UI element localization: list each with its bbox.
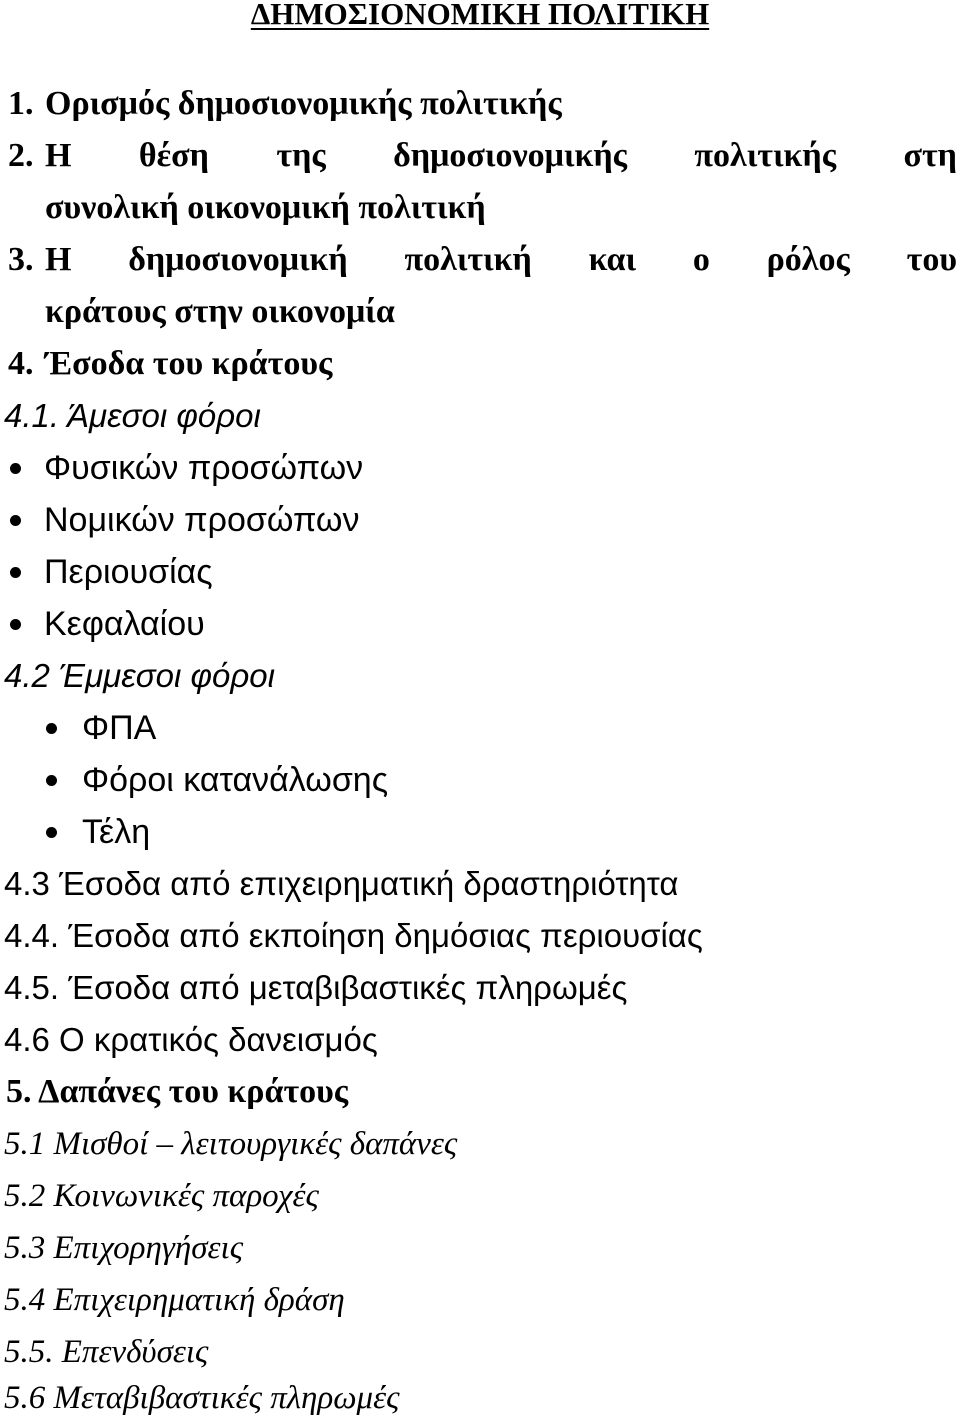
section-4-5: 4.5. Έσοδα από μεταβιβαστικές πληρωμές	[4, 969, 628, 1006]
bullet-icon	[10, 515, 21, 526]
word: θέση	[138, 137, 209, 174]
word: δημοσιονομικής	[393, 137, 627, 174]
word: και	[588, 241, 637, 278]
document-title: ΔΗΜΟΣΙΟΝΟΜΙΚΗ ΠΟΛΙΤΙΚΗ	[250, 0, 710, 31]
word: της	[276, 137, 326, 174]
bullet-icon	[46, 775, 57, 786]
item-text: Ορισμός δημοσιονομικής πολιτικής	[45, 85, 562, 122]
section-4-2-heading: 4.2 Έμμεσοι φόροι	[4, 657, 275, 694]
word: στη	[903, 137, 957, 174]
bullet-item: Φυσικών προσώπων	[0, 442, 960, 494]
word: Η	[45, 241, 72, 278]
item-text-justified	[45, 130, 957, 182]
word: ο	[692, 241, 710, 278]
bullet-item: Φόροι κατανάλωσης	[0, 754, 960, 806]
list-item-1	[0, 78, 960, 130]
word: του	[906, 241, 957, 278]
section-4-3: 4.3 Έσοδα από επιχειρηματική δραστηριότητα	[4, 865, 679, 902]
bullet-icon	[46, 827, 57, 838]
list-item-3-continuation: κράτους στην οικονομία	[45, 293, 395, 330]
word: πολιτικής	[694, 137, 837, 174]
section-4-6: 4.6 Ο κρατικός δανεισμός	[4, 1021, 378, 1058]
bullet-icon	[46, 723, 57, 734]
item-number: 4.	[8, 345, 34, 382]
section-5-5: 5.5. Επενδύσεις	[4, 1334, 209, 1370]
section-5-2: 5.2 Κοινωνικές παροχές	[4, 1178, 319, 1214]
list-item-2-continuation: συνολική οικονομική πολιτική	[45, 189, 486, 226]
word: πολιτική	[404, 241, 532, 278]
list-item-3	[0, 234, 960, 286]
item-text: Έσοδα του κράτους	[45, 345, 333, 382]
list-item-2	[0, 130, 960, 182]
bullet-item: Περιουσίας	[0, 546, 960, 598]
section-5-6: 5.6 Μεταβιβαστικές πληρωμές	[4, 1380, 400, 1416]
bullet-item: Κεφαλαίου	[0, 598, 960, 650]
section-4-4: 4.4. Έσοδα από εκποίηση δημόσιας περιουσίας	[4, 917, 703, 954]
bullet-item: Τέλη	[0, 806, 960, 858]
item-number: 2.	[8, 137, 34, 174]
word: ρόλος	[766, 241, 850, 278]
section-5-3: 5.3 Επιχορηγήσεις	[4, 1230, 244, 1266]
bullet-icon	[10, 619, 21, 630]
section-5-4: 5.4 Επιχειρηματική δράση	[4, 1282, 345, 1318]
item-number: 1.	[8, 85, 34, 122]
word: Η	[45, 137, 72, 174]
section-5-1: 5.1 Μισθοί – λειτουργικές δαπάνες	[4, 1126, 458, 1162]
list-item-4	[0, 338, 960, 390]
section-4-1-heading: 4.1. Άμεσοι φόροι	[4, 397, 261, 434]
item-number: 3.	[8, 241, 34, 278]
bullet-item: ΦΠΑ	[0, 702, 960, 754]
word: δημοσιονομική	[128, 241, 348, 278]
item-text-justified	[45, 234, 957, 286]
bullet-icon	[10, 567, 21, 578]
bullet-icon	[10, 463, 21, 474]
section-5-heading: 5. Δαπάνες του κράτους	[6, 1073, 349, 1110]
bullet-item: Νομικών προσώπων	[0, 494, 960, 546]
